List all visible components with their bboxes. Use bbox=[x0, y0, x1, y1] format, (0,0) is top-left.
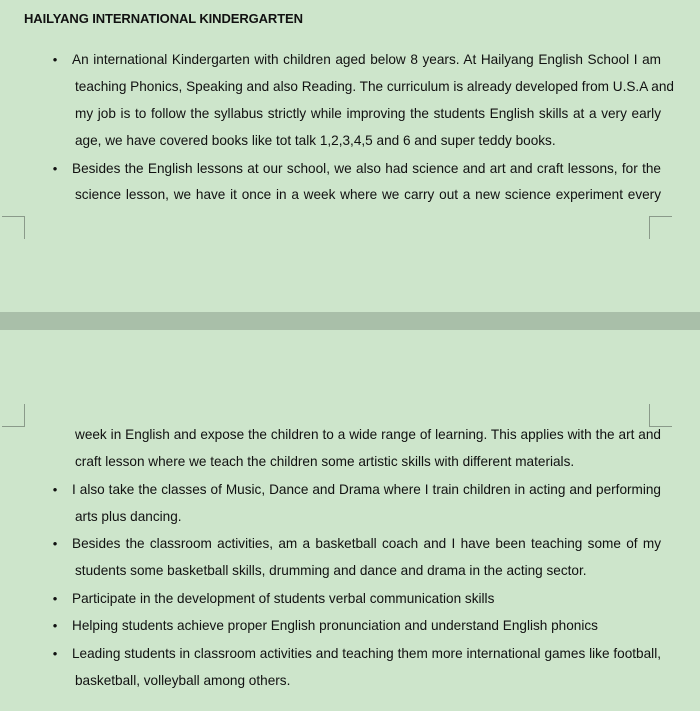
paragraph-line: I also take the classes of Music, Dance and Drama where I train children in acting and performing bbox=[72, 482, 661, 497]
paragraph-line: arts plus dancing. bbox=[75, 509, 182, 524]
page-corner-mark bbox=[649, 216, 672, 239]
page-corner-mark bbox=[2, 404, 25, 427]
page-separator bbox=[0, 312, 700, 330]
bullet-icon: • bbox=[52, 591, 58, 606]
section-heading: HAILYANG INTERNATIONAL KINDERGARTEN bbox=[24, 11, 303, 26]
bullet-icon: • bbox=[52, 646, 58, 661]
paragraph-line: science lesson, we have it once in a week where we carry out a new science experiment every bbox=[75, 187, 661, 202]
paragraph-line: craft lesson where we teach the children some artistic skills with different materials. bbox=[75, 454, 575, 469]
paragraph-line: Besides the classroom activities, am a basketball coach and I have been teaching some of my bbox=[72, 536, 661, 551]
paragraph-line: age, we have covered books like tot talk 1,2,3,4,5 and 6 and super teddy books. bbox=[75, 133, 556, 148]
paragraph-line: Participate in the development of students verbal communication skills bbox=[72, 591, 495, 606]
document-page-1 bbox=[0, 0, 700, 312]
paragraph-line: students some basketball skills, drumming and dance and drama in the acting sector. bbox=[75, 563, 587, 578]
paragraph-line: Besides the English lessons at our school, we also had science and art and craft lessons, for the bbox=[72, 161, 661, 176]
paragraph-line: Leading students in classroom activities and teaching them more international games like football, bbox=[72, 646, 661, 661]
bullet-icon: • bbox=[52, 536, 58, 551]
paragraph-line: teaching Phonics, Speaking and also Reading. The curriculum is already developed from U.S.A and bbox=[75, 79, 674, 94]
bullet-icon: • bbox=[52, 161, 58, 176]
paragraph-line: An international Kindergarten with children aged below 8 years. At Hailyang English School I am bbox=[72, 52, 661, 67]
bullet-icon: • bbox=[52, 618, 58, 633]
paragraph-line: my job is to follow the syllabus strictly while improving the students English skills at a very early bbox=[75, 106, 661, 121]
paragraph-line: week in English and expose the children to a wide range of learning. This applies with the art and bbox=[75, 427, 661, 442]
page-corner-mark bbox=[2, 216, 25, 239]
bullet-icon: • bbox=[52, 482, 58, 497]
paragraph-line: Helping students achieve proper English pronunciation and understand English phonics bbox=[72, 618, 598, 633]
paragraph-line: basketball, volleyball among others. bbox=[75, 673, 291, 688]
page-corner-mark bbox=[649, 404, 672, 427]
bullet-icon: • bbox=[52, 52, 58, 67]
